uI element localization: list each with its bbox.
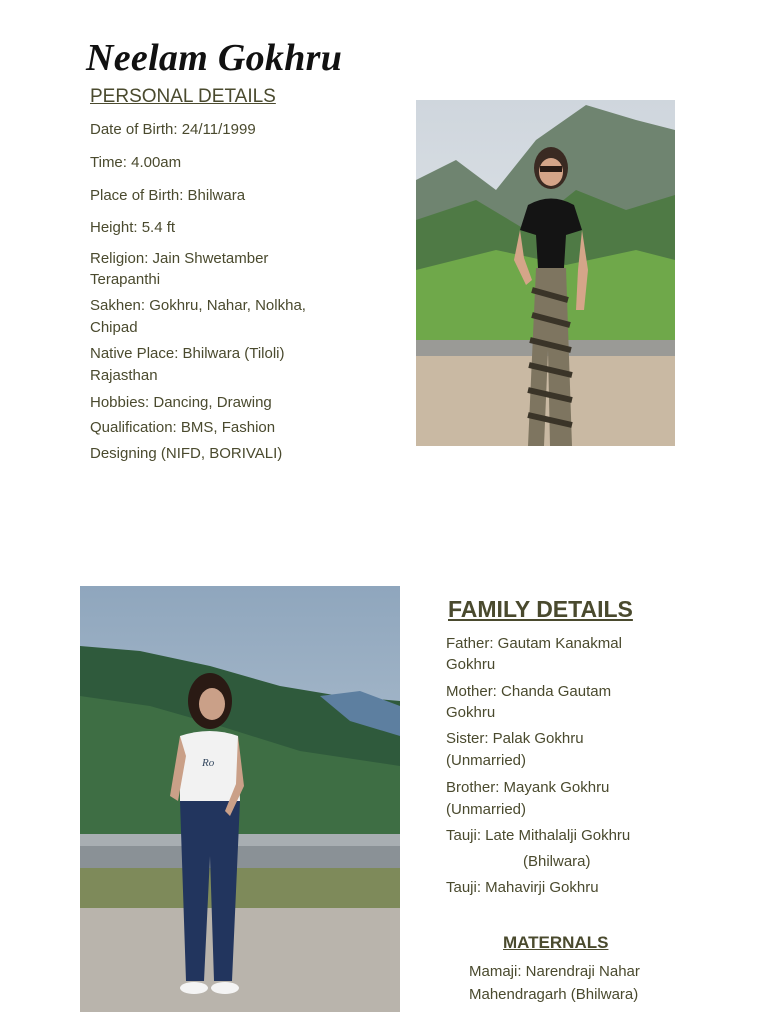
father-line-2: Gokhru: [446, 656, 496, 673]
place-of-birth: Place of Birth: Bhilwara: [90, 187, 246, 204]
sister-line-2: (Unmarried): [446, 752, 527, 769]
qualification-line-2: Designing (NIFD, BORIVALI): [90, 445, 283, 462]
sakhen-line-1: Sakhen: Gokhru, Nahar, Nolkha,: [90, 297, 306, 314]
mamaji-line-1: Mamaji: Narendraji Nahar: [469, 963, 640, 980]
religion-line-2: Terapanthi: [90, 271, 161, 288]
family-details-heading: FAMILY DETAILS: [448, 596, 633, 622]
qualification-line-1: Qualification: BMS, Fashion: [90, 419, 276, 436]
sakhen-line-2: Chipad: [90, 319, 138, 336]
portrait-photo-valley: [80, 586, 400, 1012]
father-line-1: Father: Gautam Kanakmal: [446, 635, 622, 652]
native-place-line-1: Native Place: Bhilwara (Tiloli): [90, 345, 285, 362]
mamaji-line-2: Mahendragarh (Bhilwara): [469, 986, 639, 1003]
date-of-birth: Date of Birth: 24/11/1999: [90, 121, 256, 138]
height: Height: 5.4 ft: [90, 219, 176, 236]
sister-line-1: Sister: Palak Gokhru: [446, 730, 584, 747]
personal-details-heading: PERSONAL DETAILS: [90, 86, 276, 107]
brother-line-2: (Unmarried): [446, 801, 527, 818]
tauji-late-line-1: Tauji: Late Mithalalji Gokhru: [446, 827, 631, 844]
brother-line-1: Brother: Mayank Gokhru: [446, 779, 610, 796]
portrait-photo-mountains: [416, 100, 675, 446]
religion-line-1: Religion: Jain Shwetamber: [90, 250, 269, 267]
native-place-line-2: Rajasthan: [90, 367, 158, 384]
svg-text:Ro: Ro: [202, 757, 215, 769]
maternals-heading: MATERNALS: [503, 933, 609, 952]
tauji-mahavirji: Tauji: Mahavirji Gokhru: [446, 879, 599, 896]
mother-line-1: Mother: Chanda Gautam: [446, 683, 612, 700]
tauji-late-line-2: (Bhilwara): [523, 853, 591, 870]
birth-time: Time: 4.00am: [90, 154, 182, 171]
person-name: Neelam Gokhru: [86, 37, 343, 79]
mother-line-2: Gokhru: [446, 704, 496, 721]
hobbies: Hobbies: Dancing, Drawing: [90, 394, 272, 411]
